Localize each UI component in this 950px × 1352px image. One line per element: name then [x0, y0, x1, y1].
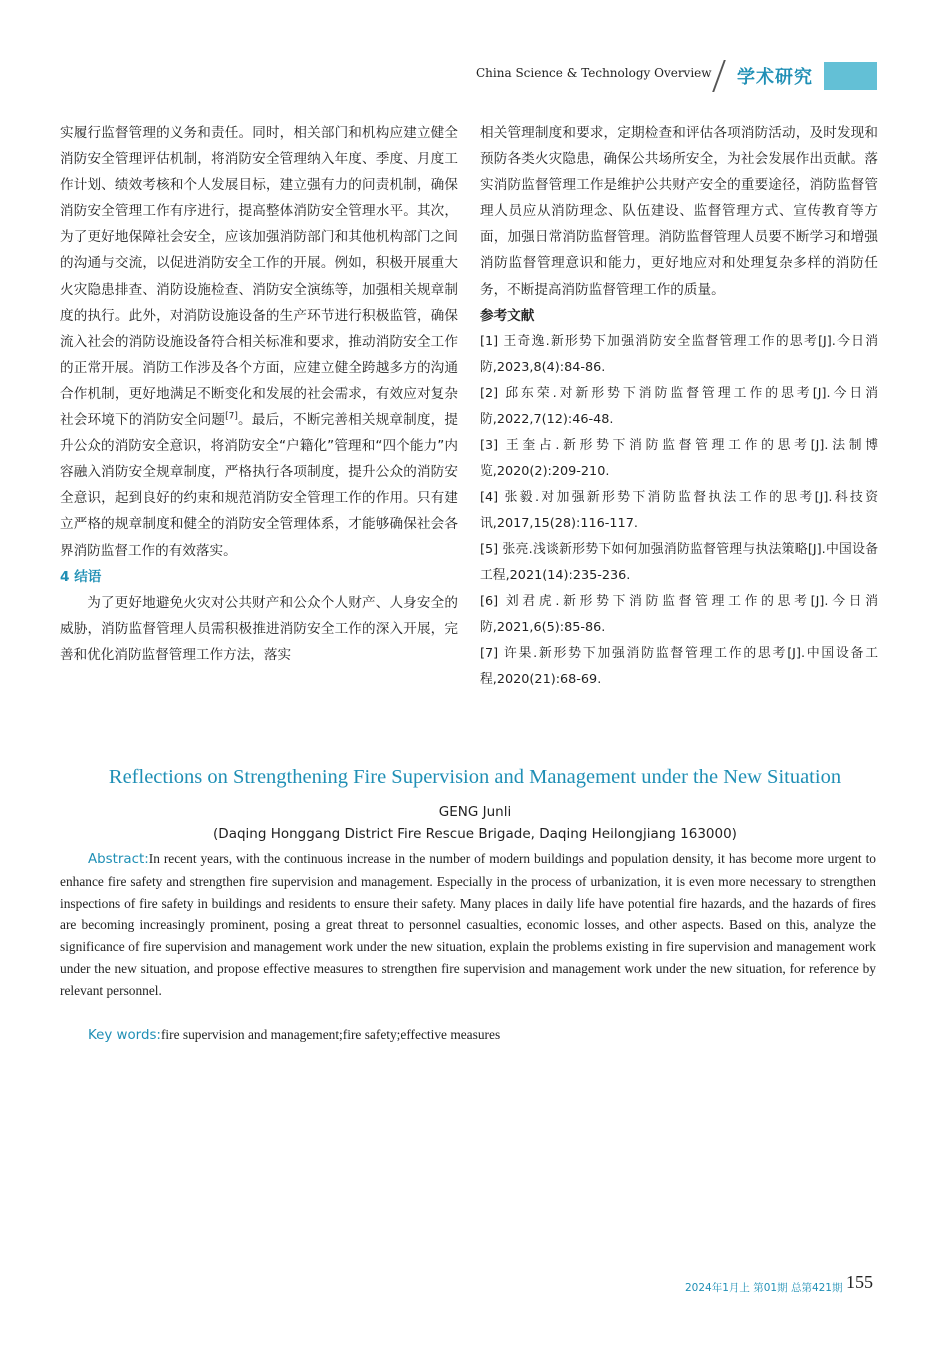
reference-item: [3] 王奎占.新形势下消防监督管理工作的思考[J].法制博览,2020(2):209-210. — [480, 437, 878, 479]
left-column — [60, 120, 458, 668]
english-title: Reflections on Strengthening Fire Supervision and Management under the New Situation — [108, 766, 842, 788]
reference-item: [4] 张毅.对加强新形势下消防监督执法工作的思考[J].科技资讯,2017,15(28):116-117. — [480, 489, 878, 531]
abstract-label: Abstract: — [88, 852, 149, 867]
right-paragraph: 相关管理制度和要求，定期检查和评估各项消防活动，及时发现和预防各类火灾隐患，确保公共场所安全，为社会发展作出贡献。落实消防监督管理工作是维护公共财产安全的重要途径，消防监督管理人员应从消防理念、队伍建设、监督管理方式、宣传教育等方面，加强日常消防监督管理。消防监督管理人员要不断学习和增强消防监督管理意识和能力，更好地应对和处理复杂多样的消防任务，不断提高消防监督管理工作的质量。 — [480, 125, 878, 298]
section-label: 学术研究 — [737, 67, 813, 88]
conclusion-paragraph: 为了更好地避免火灾对公共财产和公众个人财产、人身安全的威胁，消防监督管理人员需积极推进消防安全工作的深入开展，完善和优化消防监督管理工作方法，落实 — [60, 594, 458, 663]
references-heading: 参考文献 — [480, 307, 535, 324]
left-paragraph-text: 实履行监督管理的义务和责任。同时，相关部门和机构应建立健全消防安全管理评估机制，将消防安全管理纳入年度、季度、月度工作计划、绩效考核和个人发展目标，建立强有力的问责机制，确保消防安全管理工作有序进行，提高整体消防安全管理水平。其次，为了更好地保障社会安全，应该加强消防部门和其他机构部门之间的沟通与交流，以促进消防安全工作的开展。例如，积极开展重大火灾隐患排查、消防设施检查、消防安全演练等，加强相关规章制度的执行。此外，对消防设施设备的生产环节进行积极监管，确保流入社会的消防设施设备符合相关标准和要求，推动消防安全工作的正常开展。消防工作涉及各个方面，应建立健全跨越多方的沟通合作机制，更好地满足不断变化和发展的社会需求，有效应对复杂社会环境下的消防安全问题 — [60, 125, 458, 429]
right-column — [480, 120, 878, 693]
left-paragraph-tail: 。最后，不断完善相关规章制度，提升公众的消防安全意识，将消防安全“户籍化”管理和“四个能力”内容融入消防安全规章制度，严格执行各项制度，提升公众的消防安全意识，起到良好的约束和规范消防安全管理工作的作用。只有建立严格的规章制度和健全的消防安全管理体系，才能够确保社会各界消防监督工作的有效落实。 — [60, 412, 459, 559]
issue-info: 2024年1月上 第01期 总第421期 — [685, 1282, 843, 1294]
section-heading-conclusion: 4 结语 — [60, 568, 102, 585]
header-divider — [712, 60, 726, 92]
keywords-text: fire supervision and management;fire safety;effective measures — [160, 1027, 501, 1042]
reference-item: [5] 张亮.浅谈新形势下如何加强消防监督管理与执法策略[J].中国设备工程,2021(14):235-236. — [480, 541, 878, 583]
page-number: 155 — [846, 1272, 873, 1292]
header-color-block — [824, 62, 877, 90]
reference-item: [6] 刘君虎.新形势下消防监督管理工作的思考[J].今日消防,2021,6(5):85-86. — [480, 593, 878, 635]
citation-7[interactable]: [7] — [225, 411, 238, 422]
journal-name: China Science & Technology Overview — [476, 66, 712, 80]
reference-item: [1] 王奇逸.新形势下加强消防安全监督管理工作的思考[J].今日消防,2023,8(4):84-86. — [480, 333, 878, 375]
english-affiliation: (Daqing Honggang District Fire Rescue Brigade, Daqing Heilongjiang 163000) — [213, 826, 737, 842]
english-keywords — [88, 1024, 878, 1046]
reference-item: [2] 邱东荣.对新形势下消防监督管理工作的思考[J].今日消防,2022,7(12):46-48. — [480, 385, 878, 427]
english-abstract — [60, 848, 876, 1002]
left-paragraph — [60, 120, 458, 564]
reference-item: [7] 许果.新形势下加强消防监督管理工作的思考[J].中国设备工程,2020(21):68-69. — [480, 645, 878, 687]
keywords-label: Key words: — [88, 1028, 161, 1043]
english-author: GENG Junli — [438, 804, 512, 820]
abstract-text: In recent years, with the continuous increase in the number of modern buildings and population density, it has become more urgent to enhance fire safety and strengthen fire supervision and management. Especially in the process of urbanization, it is even more necessary to strengthen inspections of fire safety in buildings and residents to ensure their safety. Many places in daily life have potential fire hazards, and the hazards of fires are becoming increasingly prominent, posing a great threat to personnel casualties, economic losses, and other aspects. Based on this, analyze the significance of fire supervision and management work under the new situation, explain the problems existing in fire supervision and management work under the new situation, and propose effective measures to strengthen fire supervision and management work under the new situation, for reference by relevant personnel. — [60, 851, 876, 998]
